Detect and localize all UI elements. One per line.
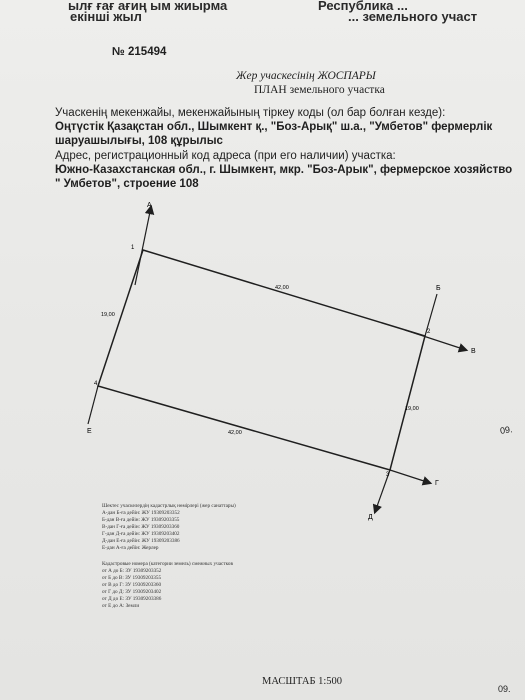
adjacent-ru-row: от А до Б: ЗУ 19309203352 bbox=[102, 568, 162, 574]
adjacent-kz-row: А-дан Б-ға дейін: ЖУ 19309203352 bbox=[102, 510, 180, 516]
adjacent-ru-row: от Е до А: Земли bbox=[102, 603, 140, 609]
header-right-line-1: Республика ... bbox=[318, 0, 408, 13]
adjacent-ru-row: от Д до Е: ЗУ 19309203386 bbox=[102, 596, 162, 602]
adjacent-kz-row: В-дан Г-ға дейін: ЖУ 19309203360 bbox=[102, 524, 180, 530]
header-left-line-2: екінші жыл bbox=[70, 9, 142, 24]
header-left-line-1: ылғ ғағ ағиң ым жиырма bbox=[68, 0, 228, 13]
adjacent-kz-row: Б-дан В-ға дейін: ЖУ 19309203355 bbox=[102, 517, 180, 523]
axis-e bbox=[88, 386, 98, 424]
adjacent-ru-row: от Г до Д: ЗУ 19309203402 bbox=[102, 589, 162, 595]
adjacent-ru-title: Кадастровые номера (категории земель) смежных участков bbox=[102, 561, 233, 567]
adjacent-kz-row: Д-дан Е-ға дейін: ЖУ 19309203386 bbox=[102, 538, 180, 544]
address-kz-value-2: шаруашылығы, 108 құрылыс bbox=[55, 135, 223, 147]
adjacent-kz-title: Шектес учаскелердің кадастрлық нөмірлері (жер санаттары) bbox=[102, 503, 236, 509]
title-ru: ПЛАН земельного участка bbox=[254, 84, 385, 96]
margin-note: 09. bbox=[499, 424, 514, 436]
direction-a: А bbox=[147, 202, 152, 209]
address-ru-label: Адрес, регистрационный код адреса (при его наличии) участка: bbox=[55, 150, 396, 162]
scale-label: МАСШТАБ 1:500 bbox=[262, 676, 343, 687]
address-kz-value-1: Оңтүстік Қазақстан обл., Шымкент қ., "Боз-Арық" ш.а., "Умбетов" фермерлік bbox=[55, 121, 493, 133]
axis-v bbox=[405, 330, 466, 350]
direction-g: Г bbox=[435, 480, 439, 487]
point-1: 1 bbox=[131, 245, 135, 251]
address-ru-value-2: " Умбетов", строение 108 bbox=[55, 178, 199, 190]
direction-d: Д bbox=[368, 514, 373, 521]
point-2: 2 bbox=[427, 329, 431, 335]
direction-b: Б bbox=[436, 285, 441, 292]
parcel-boundary bbox=[98, 250, 425, 470]
direction-e: Е bbox=[87, 428, 92, 435]
axis-g bbox=[390, 470, 430, 483]
axis-a bbox=[135, 207, 151, 285]
adjacent-kz-row: Г-дан Д-ға дейін: ЖУ 19309203402 bbox=[102, 531, 180, 537]
direction-v: В bbox=[471, 348, 476, 355]
side-top-length: 42,00 bbox=[275, 285, 289, 291]
side-left-length: 19,00 bbox=[101, 312, 115, 318]
point-4: 4 bbox=[94, 381, 98, 387]
adjacent-ru-row: от Б до В: ЗУ 19309203355 bbox=[102, 575, 162, 581]
document-number: № 215494 bbox=[112, 46, 167, 58]
address-kz-label: Учаскенің мекенжайы, мекенжайының тіркеу коды (ол бар болған кезде): bbox=[55, 107, 446, 119]
address-ru-value-1: Южно-Казахстанская обл., г. Шымкент, мкр. "Боз-Арык", фермерское хозяйство bbox=[55, 164, 513, 176]
header-right-line-2: ... земельного участ bbox=[348, 9, 478, 24]
adjacent-kz-row: Е-дан А-ға дейін: Жерлер bbox=[102, 545, 159, 551]
point-3: 3 bbox=[386, 472, 390, 478]
margin-note-bottom: 09. bbox=[498, 684, 511, 694]
side-right-length: 19,00 bbox=[405, 406, 419, 412]
side-bottom-length: 42,00 bbox=[228, 430, 242, 436]
adjacent-ru-row: от В до Г: ЗУ 19309203360 bbox=[102, 582, 162, 588]
title-kz: Жер учаскесінің ЖОСПАРЫ bbox=[236, 70, 376, 82]
